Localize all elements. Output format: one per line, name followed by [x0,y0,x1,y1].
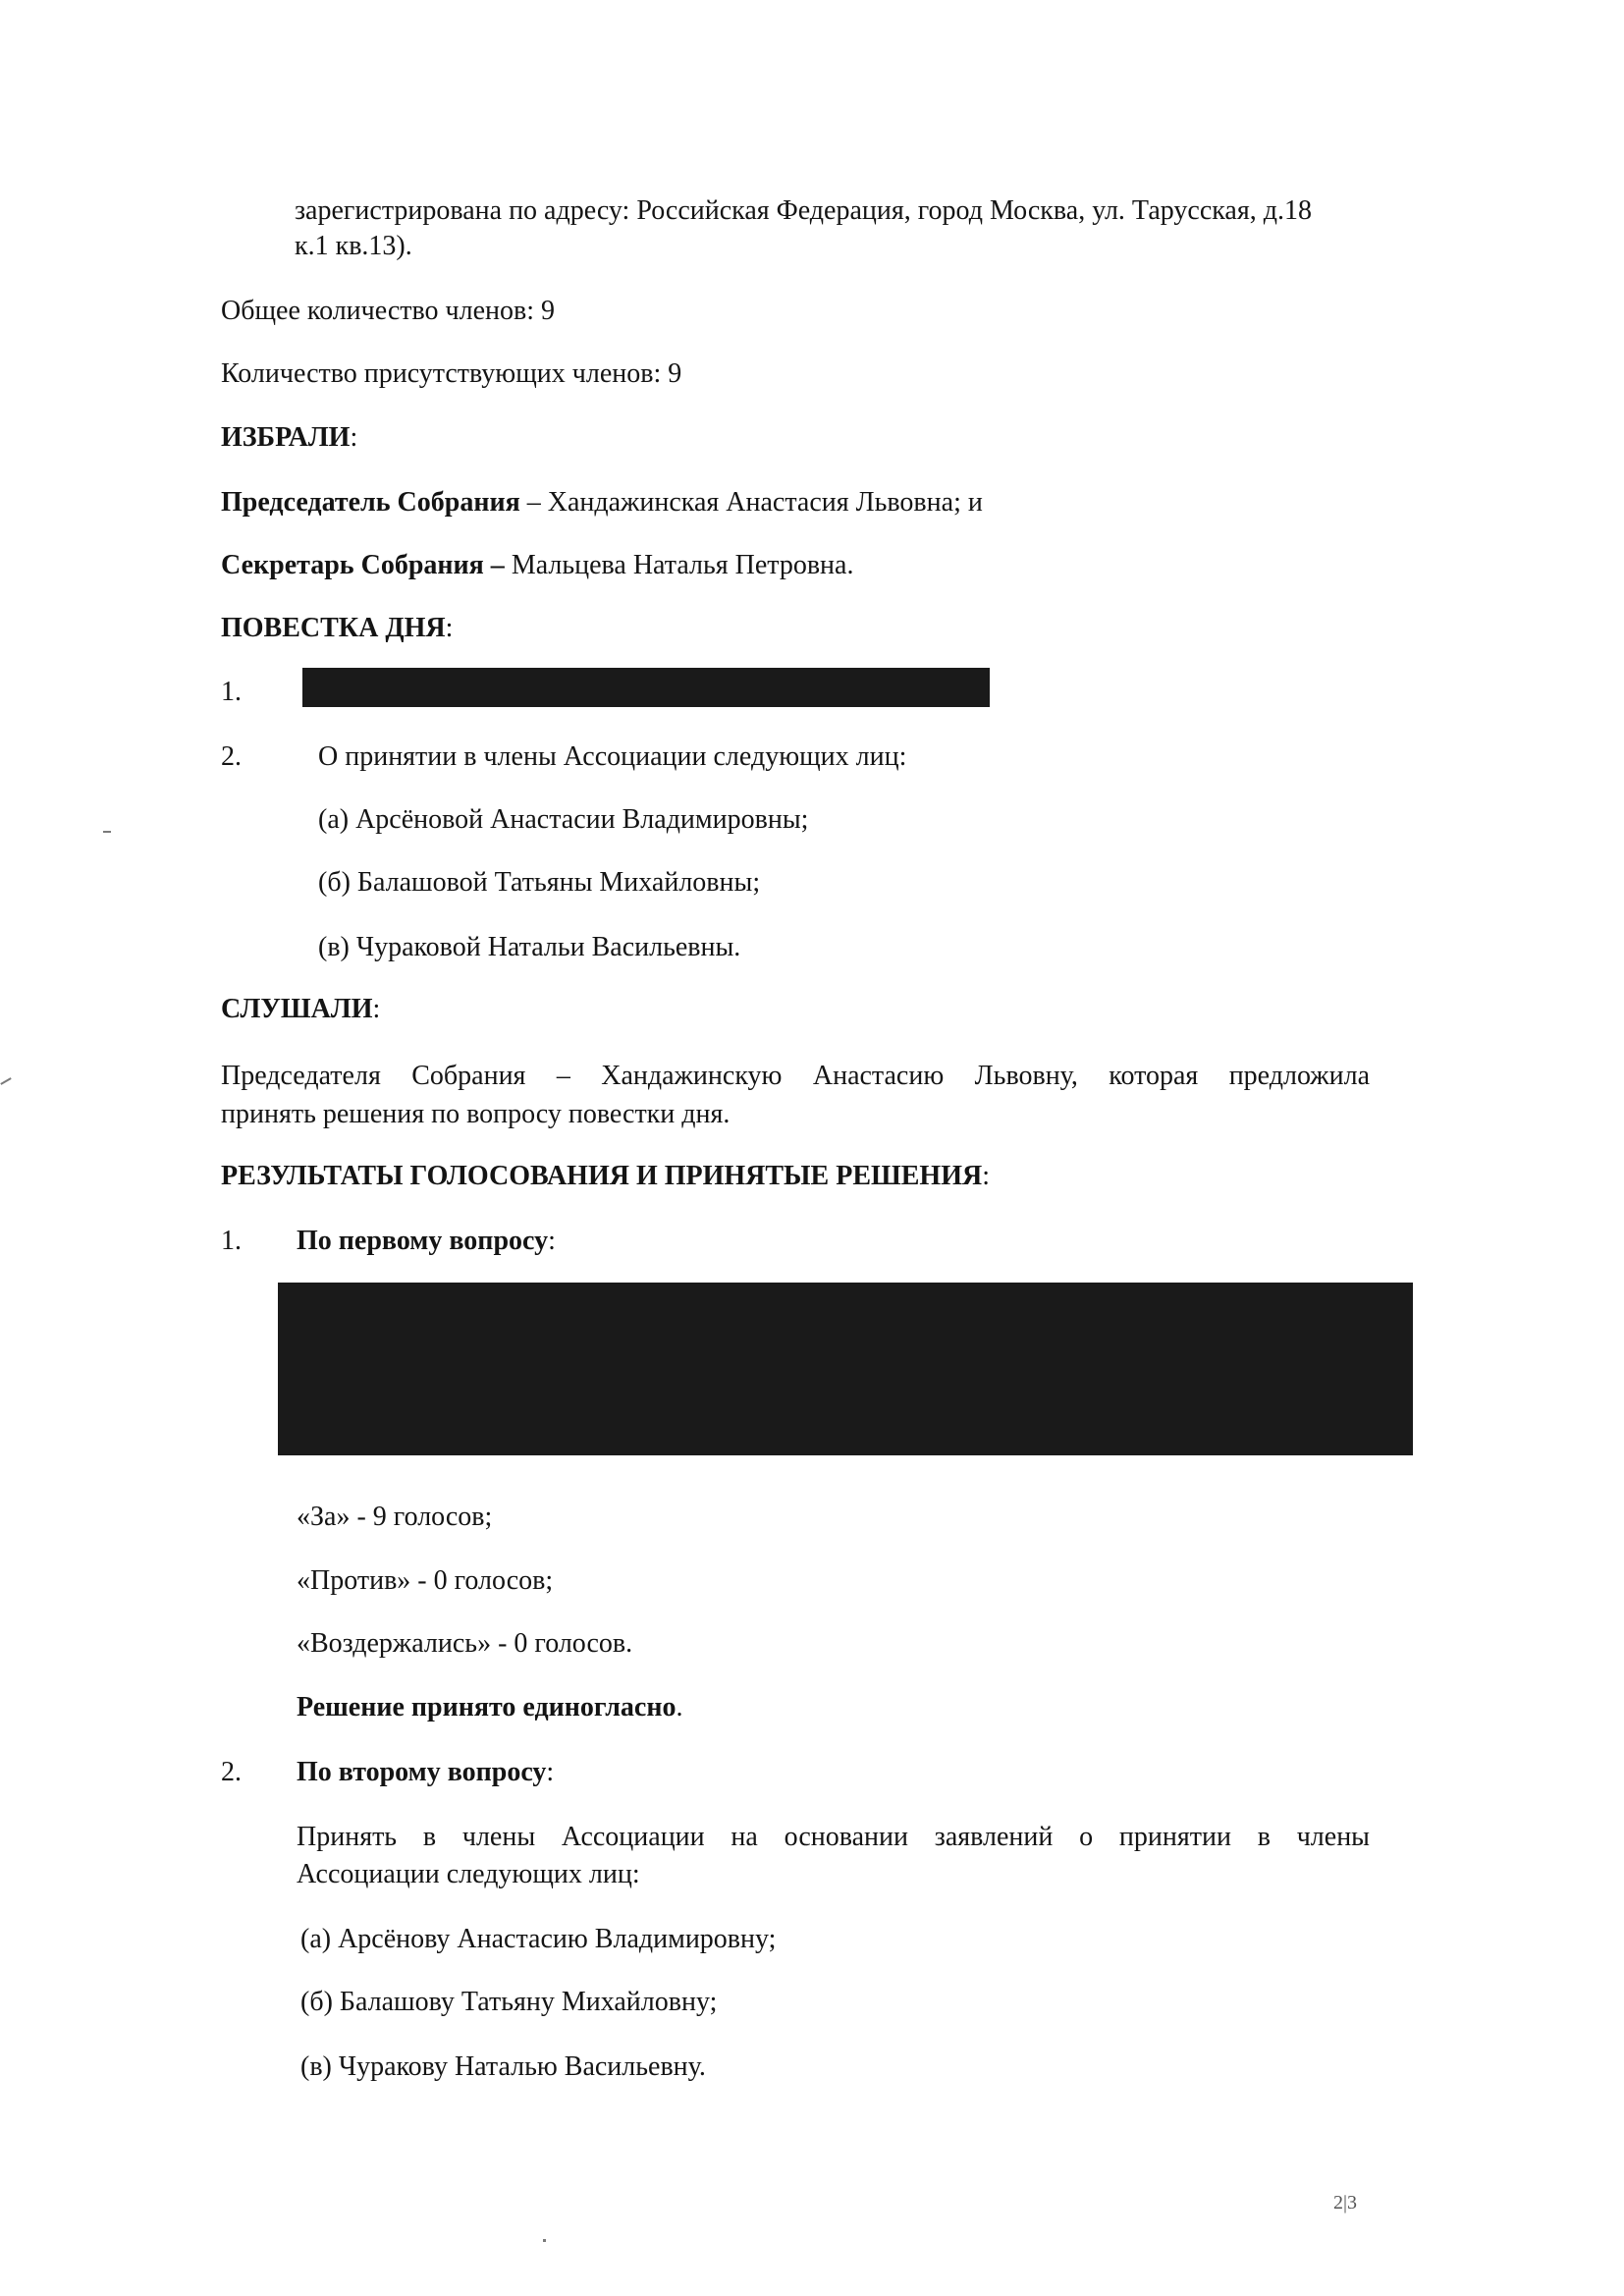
question-2-label: По второму вопросу [297,1757,547,1787]
chair-label: Председатель Собрания [221,487,520,518]
accepted-b: (б) Балашову Татьяну Михайловну; [300,1987,718,2017]
total-members: Общее количество членов: 9 [221,296,556,326]
results-heading [221,1158,990,1195]
secretary-line [221,547,853,584]
candidate-b: (б) Балашовой Татьяны Михайловны; [318,867,761,898]
vote-against: «Против» - 0 голосов; [297,1565,554,1596]
page-number: 2|3 [1333,2192,1358,2214]
redaction-block-agenda [302,668,990,707]
scan-speck [103,831,111,833]
elected-heading-colon: : [350,422,358,453]
results-heading-text: РЕЗУЛЬТАТЫ ГОЛОСОВАНИЯ И ПРИНЯТЫЕ РЕШЕНИЯ [221,1161,983,1191]
agenda-heading [221,610,453,647]
question-2-number: 2. [221,1757,242,1787]
question-2-line-1: Принять в члены Ассоциации на основании заявлений о принятии в члены [297,1822,1370,1852]
agenda-item-2-number: 2. [221,741,242,772]
heard-line-1: Председателя Собрания – Хандажинскую Анастасию Львовну, которая предложила [221,1061,1370,1091]
question-1-colon: : [548,1226,556,1256]
secretary-name: Мальцева Наталья Петровна. [504,550,854,580]
elected-heading-text: ИЗБРАЛИ [221,422,351,453]
results-heading-colon: : [982,1161,990,1191]
heard-line-2: принять решения по вопросу повестки дня. [221,1099,731,1129]
agenda-item-1-number: 1. [221,677,242,707]
question-2-line-2: Ассоциации следующих лиц: [297,1859,640,1889]
agenda-item-2-text: О принятии в члены Ассоциации следующих лиц: [318,741,907,772]
scan-speck [0,1077,11,1085]
decision-dot: . [676,1692,683,1722]
present-members: Количество присутствующих членов: 9 [221,358,682,389]
address-line-1: зарегистрирована по адресу: Российская Федерация, город Москва, ул. Тарусская, д.18 [295,195,1312,226]
secretary-label: Секретарь Собрания – [221,550,505,580]
heard-heading-text: СЛУШАЛИ [221,994,373,1024]
chair-line [221,484,983,521]
question-2-heading [297,1754,554,1791]
redaction-block-decision [278,1283,1413,1455]
decision-text: Решение принято единогласно [297,1692,677,1722]
heard-heading-colon: : [372,994,381,1024]
vote-abstain: «Воздержались» - 0 голосов. [297,1628,633,1659]
address-line-2: к.1 кв.13). [295,231,412,261]
accepted-a: (а) Арсёнову Анастасию Владимировну; [300,1924,777,1954]
candidate-a: (а) Арсёновой Анастасии Владимировны; [318,804,809,835]
scan-speck [543,2239,546,2242]
agenda-heading-text: ПОВЕСТКА ДНЯ [221,613,446,643]
elected-heading [221,419,357,457]
agenda-heading-colon: : [445,613,454,643]
question-1-number: 1. [221,1226,242,1256]
accepted-c: (в) Чуракову Наталью Васильевну. [300,2051,706,2082]
candidate-c: (в) Чураковой Натальи Васильевны. [318,932,741,962]
chair-name: – Хандажинская Анастасия Львовна; и [519,487,983,518]
vote-for: «За» - 9 голосов; [297,1502,493,1532]
question-2-colon: : [546,1757,555,1787]
question-1-label: По первому вопросу [297,1226,549,1256]
decision-line [297,1689,682,1726]
question-1-heading [297,1223,556,1260]
heard-heading [221,991,380,1028]
